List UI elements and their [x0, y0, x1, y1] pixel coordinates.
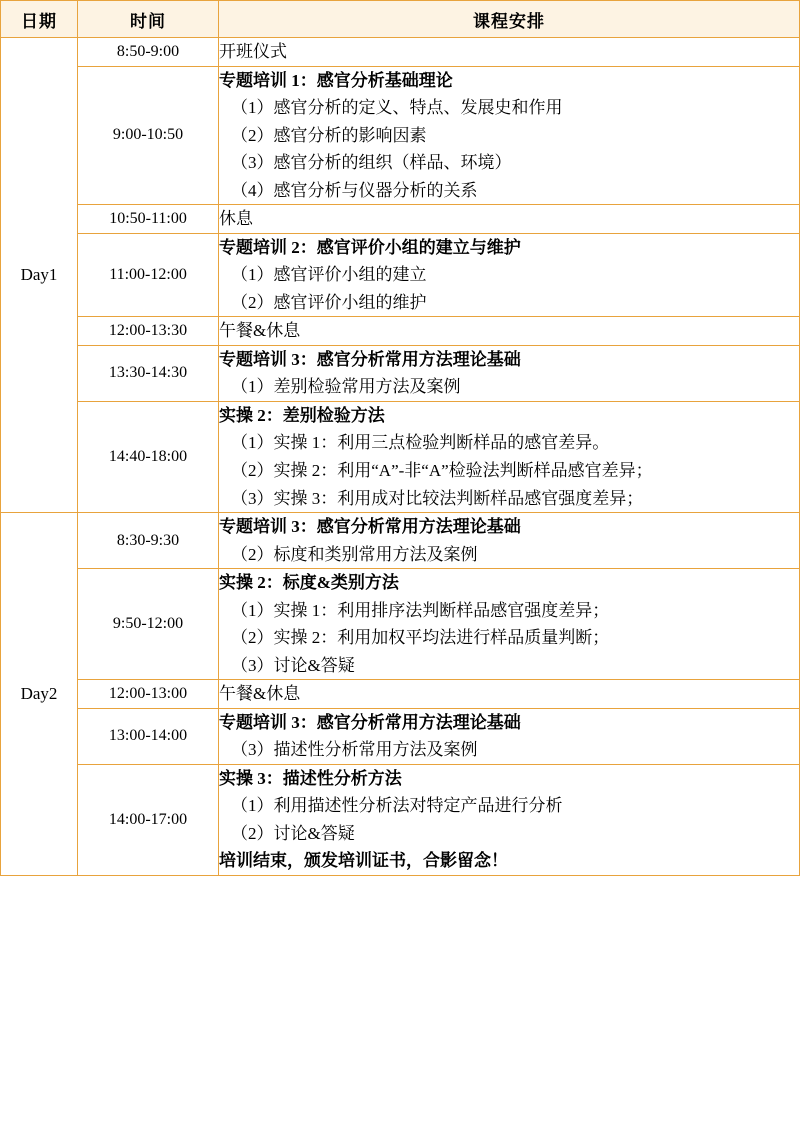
table-row [1, 513, 800, 569]
content-item: 午餐&休息 [219, 321, 301, 341]
time-cell: 9:50-12:00 [78, 569, 219, 680]
content-cell [219, 680, 800, 709]
content-cell [219, 345, 800, 401]
content-item: （2）标度和类别常用方法及案例 [231, 544, 478, 564]
time-cell: 13:30-14:30 [78, 345, 219, 401]
content-item: （1）差别检验常用方法及案例 [231, 377, 461, 397]
content-heading: 实操 2：标度&类别方法 [219, 573, 399, 593]
content-item: （2）感官分析的影响因素 [231, 125, 427, 145]
content-cell [219, 38, 800, 67]
content-heading: 实操 2：差别检验方法 [219, 405, 385, 425]
content-cell [219, 205, 800, 234]
column-header-date: 日期 [1, 1, 78, 38]
time-cell: 11:00-12:00 [78, 233, 219, 317]
table-row [1, 233, 800, 317]
table-row [1, 569, 800, 680]
table-header-row [1, 1, 800, 38]
content-heading: 专题培训 1：感官分析基础理论 [219, 70, 453, 90]
content-item: 休息 [219, 209, 253, 229]
table-header [1, 1, 800, 38]
time-cell: 8:30-9:30 [78, 513, 219, 569]
time-cell: 10:50-11:00 [78, 205, 219, 234]
time-cell: 12:00-13:00 [78, 680, 219, 709]
content-cell [219, 513, 800, 569]
table-row [1, 401, 800, 512]
content-item: （1）实操 1：利用排序法判断样品感官强度差异； [231, 600, 610, 620]
content-heading: 实操 3：描述性分析方法 [219, 768, 402, 788]
content-item: （3）实操 3：利用成对比较法判断样品感官强度差异； [231, 488, 644, 508]
content-item: （3）描述性分析常用方法及案例 [231, 740, 478, 760]
time-cell: 8:50-9:00 [78, 38, 219, 67]
content-heading: 专题培训 3：感官分析常用方法理论基础 [219, 349, 521, 369]
content-item: （1）感官分析的定义、特点、发展史和作用 [231, 98, 563, 118]
content-item: （1）利用描述性分析法对特定产品进行分析 [231, 796, 563, 816]
content-cell [219, 569, 800, 680]
table-row [1, 38, 800, 67]
content-item: （1）实操 1：利用三点检验判断样品的感官差异。 [231, 433, 610, 453]
content-item: （2）实操 2：利用加权平均法进行样品质量判断； [231, 628, 610, 648]
table-row [1, 764, 800, 875]
content-item: （3）感官分析的组织（样品、环境） [231, 153, 512, 173]
column-header-content: 课程安排 [219, 1, 800, 38]
content-cell [219, 708, 800, 764]
column-header-time: 时间 [78, 1, 219, 38]
content-cell [219, 233, 800, 317]
table-body [1, 38, 800, 876]
content-item: 午餐&休息 [219, 684, 301, 704]
table-row [1, 345, 800, 401]
content-item: （1）感官评价小组的建立 [231, 265, 427, 285]
table-row [1, 680, 800, 709]
content-item: （2）感官评价小组的维护 [231, 292, 427, 312]
time-cell: 12:00-13:30 [78, 317, 219, 346]
time-cell: 14:00-17:00 [78, 764, 219, 875]
content-item: 开班仪式 [219, 42, 287, 61]
table-row [1, 66, 800, 205]
content-cell [219, 401, 800, 512]
time-cell: 13:00-14:00 [78, 708, 219, 764]
day-cell: Day2 [1, 513, 78, 876]
content-item: （2）实操 2：利用“A”-非“A”检验法判断样品感官差异； [231, 460, 653, 480]
table-row [1, 205, 800, 234]
content-cell [219, 66, 800, 205]
time-cell: 9:00-10:50 [78, 66, 219, 205]
content-heading: 培训结束，颁发培训证书，合影留念！ [219, 851, 508, 871]
content-heading: 专题培训 3：感官分析常用方法理论基础 [219, 517, 521, 537]
content-heading: 专题培训 3：感官分析常用方法理论基础 [219, 712, 521, 732]
content-item: （2）讨论&答疑 [231, 823, 355, 843]
time-cell: 14:40-18:00 [78, 401, 219, 512]
content-cell [219, 317, 800, 346]
table-row [1, 708, 800, 764]
content-item: （3）讨论&答疑 [231, 655, 355, 675]
content-heading: 专题培训 2：感官评价小组的建立与维护 [219, 237, 521, 257]
content-item: （4）感官分析与仪器分析的关系 [231, 180, 478, 200]
table-row [1, 317, 800, 346]
content-cell [219, 764, 800, 875]
day-cell: Day1 [1, 38, 78, 513]
